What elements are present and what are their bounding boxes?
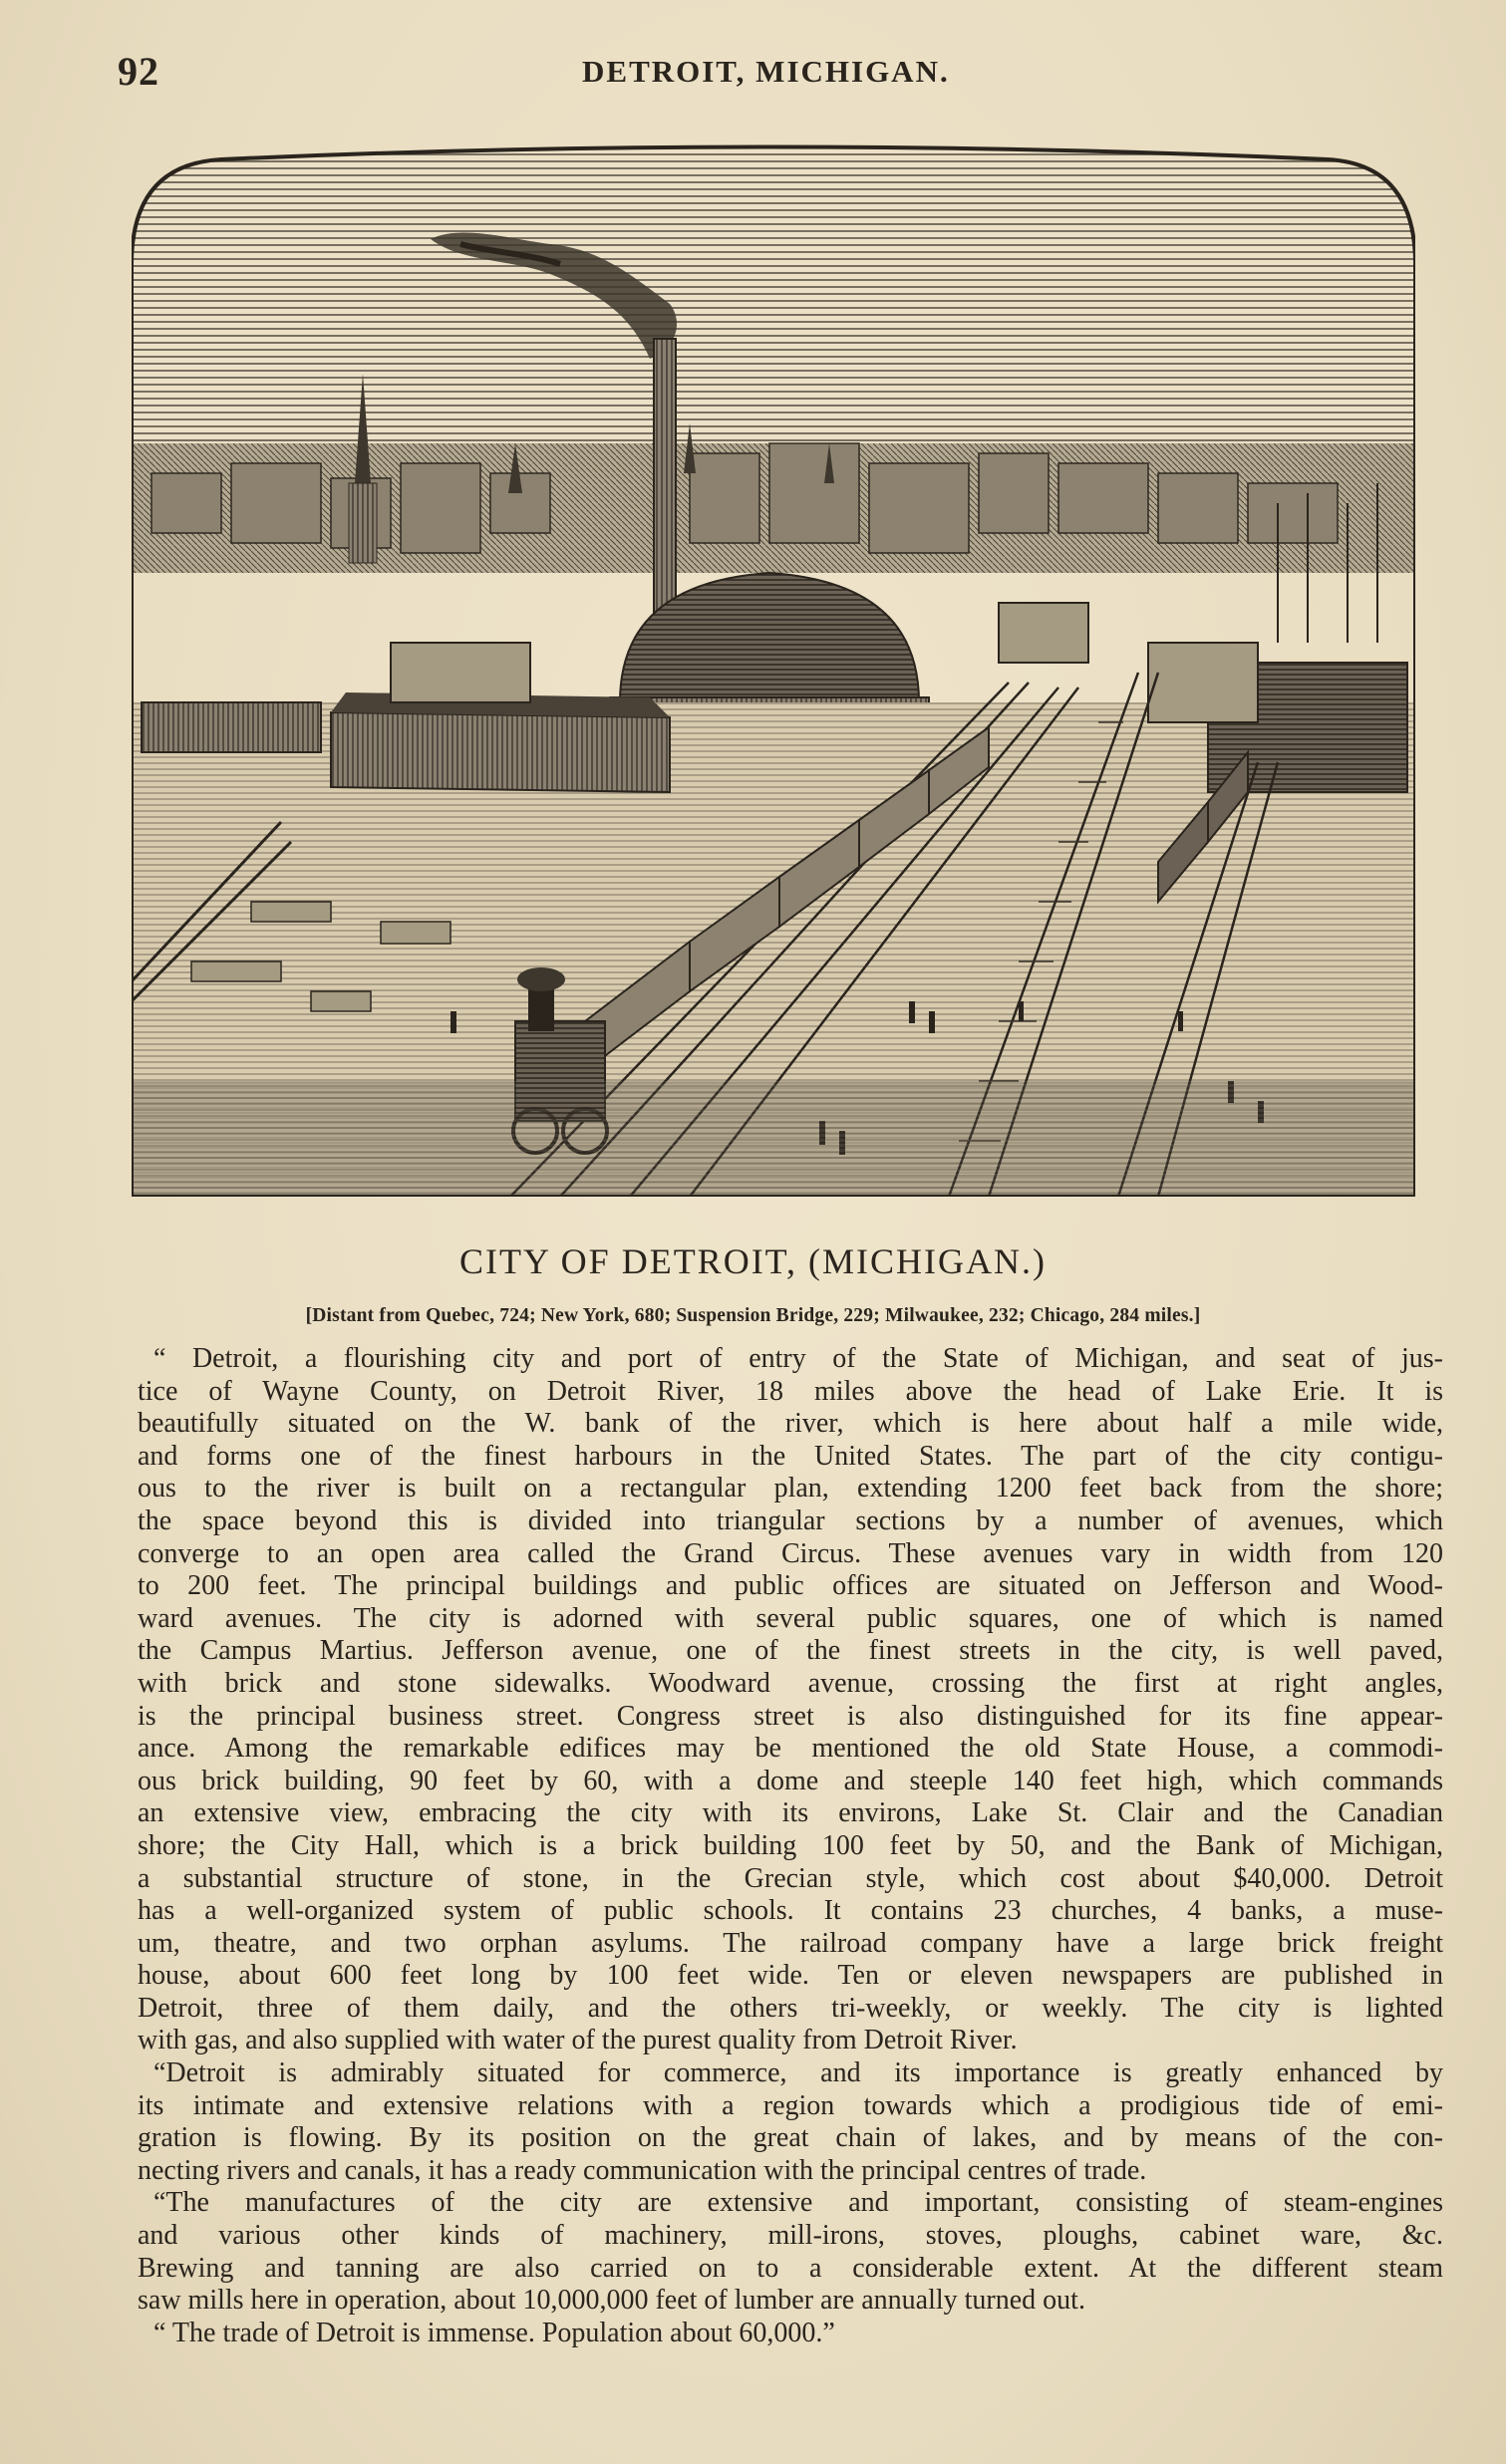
text-line: ance. Among the remarkable edifices may be mentioned the old State House, a commodi- — [138, 1733, 1443, 1765]
page-header — [118, 48, 1453, 100]
text-line: has a well-organized system of public schools. It contains 23 churches, 4 banks, a muse- — [138, 1895, 1443, 1927]
text-line: a substantial structure of stone, in the Grecian style, which cost about $40,000. Detroit — [138, 1862, 1443, 1894]
engraving-illustration — [132, 144, 1415, 1197]
text-line: the Campus Martius. Jefferson avenue, one of the finest streets in the city, is well paved, — [138, 1635, 1443, 1667]
text-line: an extensive view, embracing the city with its environs, Lake St. Clair and the Canadian — [138, 1797, 1443, 1829]
text-line: house, about 600 feet long by 100 feet wide. Ten or eleven newspapers are published in — [138, 1960, 1443, 1992]
text-line: um, theatre, and two orphan asylums. The railroad company have a large brick freight — [138, 1927, 1443, 1959]
text-line: ous brick building, 90 feet by 60, with a dome and steeple 140 feet high, which commands — [138, 1765, 1443, 1796]
text-line: the space beyond this is divided into triangular sections by a number of avenues, which — [138, 1505, 1443, 1536]
text-line: to 200 feet. The principal buildings and public offices are situated on Jefferson and Wood- — [138, 1570, 1443, 1602]
text-line: “ Detroit, a flourishing city and port of entry of the State of Michigan, and seat of jus- — [153, 1343, 1443, 1374]
text-line: ous to the river is built on a rectangular plan, extending 1200 feet back from the shore; — [138, 1473, 1443, 1505]
text-line: with gas, and also supplied with water of the purest quality from Detroit River. — [138, 2025, 1018, 2056]
text-line: necting rivers and canals, it has a ready communication with the principal centres of trade. — [138, 2154, 1147, 2186]
distances-note: [Distant from Quebec, 724; New York, 680; Suspension Bridge, 229; Milwaukee, 232; Chicago, 284 miles.] — [305, 1305, 1201, 1326]
body-text — [138, 1343, 1443, 2349]
text-line: tice of Wayne County, on Detroit River, 18 miles above the head of Lake Erie. It is — [138, 1375, 1443, 1407]
text-line: “ The trade of Detroit is immense. Population about 60,000.” — [153, 2317, 835, 2348]
text-line: Brewing and tanning are also carried on to a considerable extent. At the different steam — [138, 2252, 1443, 2284]
text-line: gration is flowing. By its position on the great chain of lakes, and by means of the con- — [138, 2122, 1443, 2154]
page-number: 92 — [118, 49, 159, 94]
text-line: and forms one of the finest harbours in the United States. The part of the city contigu- — [138, 1440, 1443, 1472]
illustration-caption: CITY OF DETROIT, (MICHIGAN.) — [459, 1241, 1047, 1281]
text-line: beautifully situated on the W. bank of the river, which is here about half a mile wide, — [138, 1408, 1443, 1440]
text-line: with brick and stone sidewalks. Woodward avenue, crossing the first at right angles, — [138, 1667, 1443, 1699]
text-line: and various other kinds of machinery, mill-irons, stoves, ploughs, cabinet ware, &c. — [138, 2220, 1443, 2252]
text-line: ward avenues. The city is adorned with several public squares, one of which is named — [138, 1602, 1443, 1634]
text-line: shore; the City Hall, which is a brick building 100 feet by 50, and the Bank of Michigan, — [138, 1829, 1443, 1861]
text-line: saw mills here in operation, about 10,000,000 feet of lumber are annually turned out. — [138, 2285, 1085, 2317]
text-line: its intimate and extensive relations with a region towards which a prodigious tide of emi- — [138, 2089, 1443, 2121]
text-line: converge to an open area called the Grand Circus. These avenues vary in width from 120 — [138, 1537, 1443, 1569]
text-line: Detroit, three of them daily, and the others tri-weekly, or weekly. The city is lighted — [138, 1992, 1443, 2024]
text-line: “The manufactures of the city are extensive and important, consisting of steam-engines — [153, 2187, 1443, 2219]
running-head: DETROIT, MICHIGAN. — [582, 54, 950, 89]
text-line: “Detroit is admirably situated for commerce, and its importance is greatly enhanced by — [153, 2057, 1443, 2089]
text-line: is the principal business street. Congress street is also distinguished for its fine appear- — [138, 1700, 1443, 1732]
